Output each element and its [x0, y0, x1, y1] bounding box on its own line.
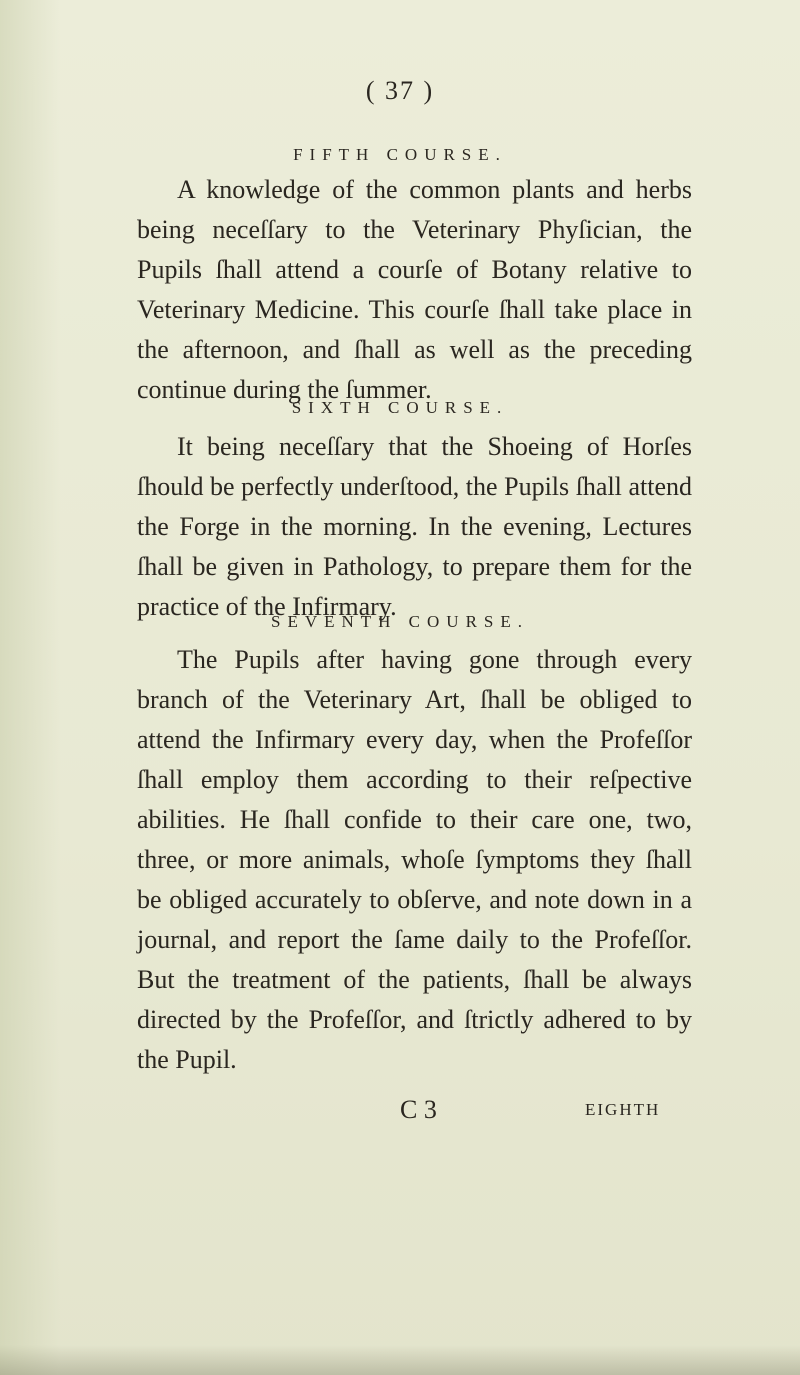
page-number: ( 37 )	[365, 76, 435, 105]
section-heading-seventh: SEVENTH COURSE.	[270, 612, 529, 631]
page-edge-shadow	[0, 1345, 800, 1375]
section-text-fifth: A knowledge of the common plants and herbs being neceſſary to the Veterinary Phyſician, the Pupils ſhall attend a courſe of Botany relative to Veterinary Medicine. This courſe ſhall take place in the afternoon, and ſhall as well as the preceding continue during the ſummer.	[137, 175, 692, 404]
section-text-seventh: The Pupils after having gone through every branch of the Veterinary Art, ſhall be obliged to attend the Infirmary every day, when the Profeſſor ſhall employ them according to their reſpective abilities. He ſhall confide to their care one, two, three, or more animals, whoſe ſymptoms they ſhall be obliged accurately to obſerve, and note down in a journal, and report the ſame daily to the Profeſſor. But the treatment of the patients, ſhall be always directed by the Profeſſor, and ſtrictly adhered to by the Pupil.	[137, 645, 692, 1074]
catchword: EIGHTH	[585, 1100, 661, 1119]
signature-mark: C 3	[400, 1095, 437, 1124]
section-heading-sixth: SIXTH COURSE.	[291, 398, 509, 417]
section-text-sixth: It being neceſſary that the Shoeing of Horſes ſhould be perfectly underſtood, the Pupils ſhall attend the Forge in the morning. In the evening, Lectures ſhall be given in Pathology, to prepare them for the practice of the Infirmary.	[137, 432, 692, 621]
section-heading-fifth: FIFTH COURSE.	[293, 145, 507, 164]
